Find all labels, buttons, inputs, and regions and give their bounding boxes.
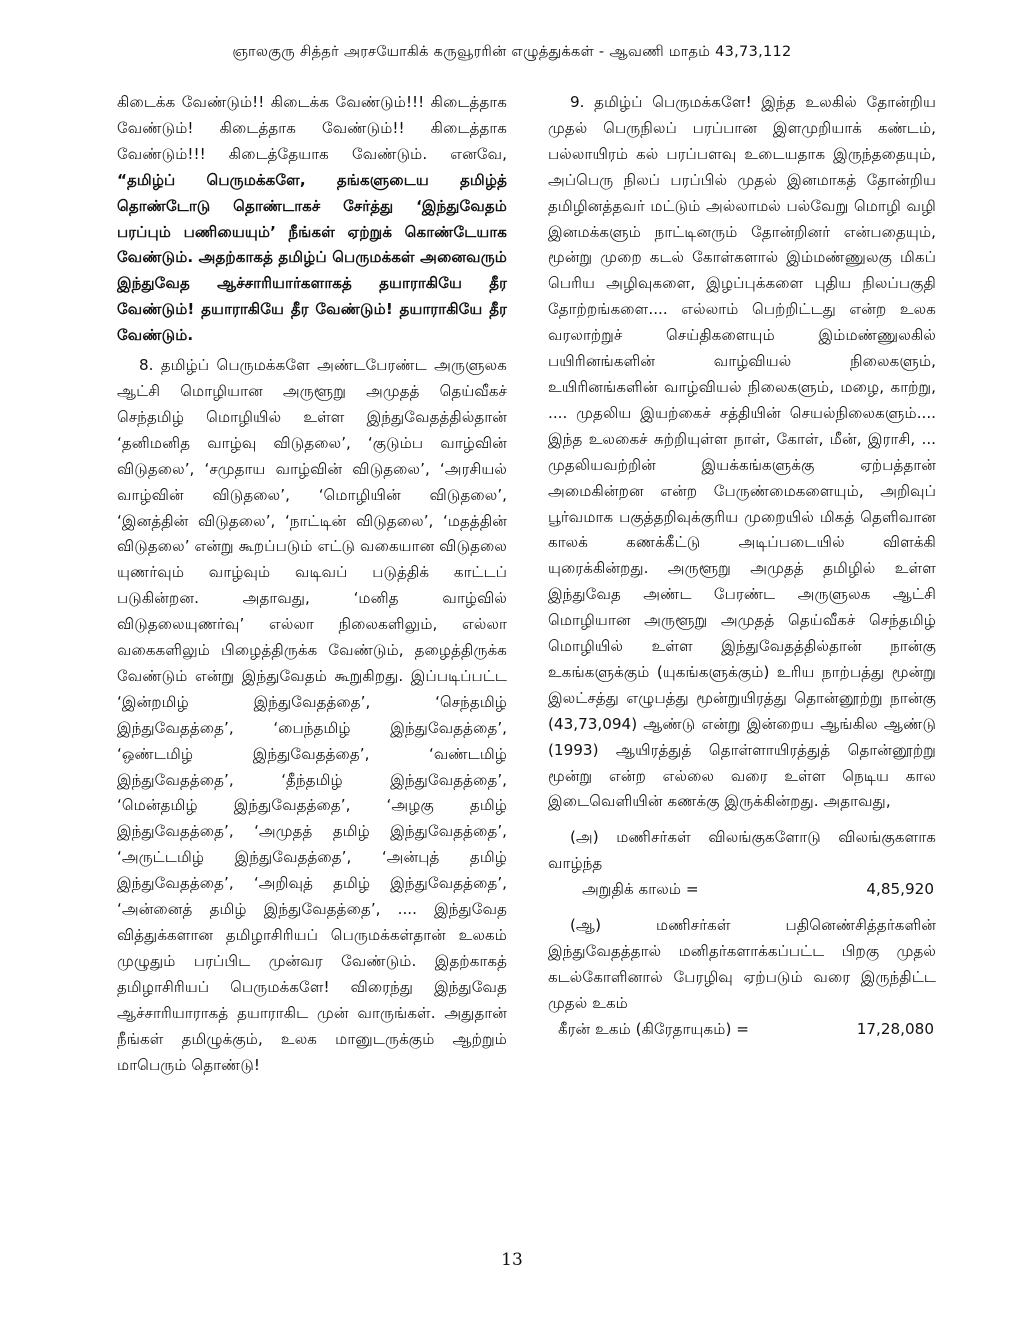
- item-aa-row: [548, 1017, 936, 1043]
- item-aa-value: 17,28,080: [856, 1019, 934, 1038]
- page-number: 13: [501, 1250, 523, 1270]
- running-header: ஞாலகுரு சித்தர் அரசயோகிக் கருவூரரின் எழுத்துக்கள் - ஆவணி மாதம் 43,73,112: [232, 44, 792, 60]
- paragraph-demand-bold: “தமிழ்ப் பெருமக்களே, தங்களுடைய தமிழ்த் தொண்டோடு தொண்டாகச் சேர்த்து ‘இந்துவேதம் பரப்பும் பணியையும்’ நீங்கள் ஏற்றுக் கொண்டேயாக வேண்டும். அதற்காகத் தமிழ்ப் பெருமக்கள் அனைவரும் இந்துவேத ஆச்சாரியார்களாகத் தயாராகியே தீர வேண்டும்! தயாராகியே தீர வேண்டும்! தயாராகியே தீர வேண்டும்.: [117, 170, 507, 345]
- item-a-term: அறுதிக் காலம் =: [582, 880, 699, 899]
- item-a-row: [548, 877, 936, 903]
- item-a-value: 4,85,920: [866, 880, 934, 899]
- paragraph-9: 9. தமிழ்ப் பெருமக்களே! இந்த உலகில் தோன்றிய முதல் பெருநிலப் பரப்பான இளமுறியாக் கண்டம், பல்லாயிரம் கல் பரப்பளவு உடையதாக இருந்ததையும், அப்பெரு நிலப் பரப்பில் முதல் இனமாகத் தோன்றிய தமிழினத்தவர் மட்டும் அல்லாமல் பல்வேறு மொழி வழி இனமக்களும் நாட்டினரும் தோன்றினர் என்பதையும், மூன்று முறை கடல் கோள்களால் இம்மண்ணுலகு மிகப் பெரிய அழிவுகளை, இழப்புக்களை புதிய நிலப்பகுதி தோற்றங்களை.... எல்லாம் பெற்றிட்டது என்ற உலக வரலாற்றுச் செய்திகளையும் இம்மண்ணுலகில் பயிரினங்களின் வாழ்வியல் நிலைகளும், உயிரினங்களின் வாழ்வியல் நிலைகளும், மழை, காற்று, .... முதலிய இயற்கைச் சத்தியின் செயல்நிலைகளும்.... இந்த உலகைச் சுற்றியுள்ள நாள், கோள், மீன், இராசி, ... முதலியவற்றின் இயக்கங்களுக்கு ஏற்பத்தான் அமைகின்றன என்ற பேருண்மைகளையும், அறிவுப் பூர்வமாக பகுத்தறிவுக்குரிய முறையில் மிகத் தெளிவான காலக் கணக்கீட்டு அடிப்படையில் விளக்கி யுரைக்கின்றது. அருளூறு அமுதத் தமிழில் உள்ள இந்துவேத அண்ட பேரண்ட அருளுலக ஆட்சி மொழியான அருளூறு அமுதத் தெய்வீகச் செந்தமிழ் மொழியில் உள்ள இந்துவேதத்தில்தான் நான்கு உகங்களுக்கும் (யுகங்களுக்கும்) உரிய நாற்பத்து மூன்று இலட்சத்து எழுபத்து மூன்றுயிரத்து தொன்னூற்று நான்கு (43,73,094) ஆண்டு என்று இன்றைய ஆங்கில ஆண்டு (1993) ஆயிரத்துத் தொள்ளாயிரத்துத் தொன்னூற்று மூன்று என்ற எல்லை வரை உள்ள நெடிய கால இடைவெளியின் கணக்கு இருக்கின்றது. அதாவது,: [548, 93, 936, 811]
- paragraph-demand: [117, 90, 507, 349]
- left-column: [117, 90, 507, 1078]
- paragraph-demand-normal: கிடைக்க வேண்டும்!! கிடைக்க வேண்டும்!!! கிடைத்தாக வேண்டும்! கிடைத்தாக வேண்டும்!! கிடைத்தாக வேண்டும்!!! கிடைத்தேயாக வேண்டும். எனவே,: [117, 93, 507, 163]
- item-a-label: (அ) மணிசர்கள் விலங்குகளோடு விலங்குகளாக வாழ்ந்த: [548, 828, 936, 873]
- item-aa-label: (ஆ) மணிசர்கள் பதினெண்சித்தர்களின் இந்துவேதத்தால் மனிதர்களாக்கப்பட்ட பிறகு முதல் கடல்கோளினால் பேரழிவு ஏற்படும் வரை இருந்திட்ட முதல் உகம்: [548, 916, 936, 1012]
- item-aa-term: கீரன் உகம் (கிரேதாயுகம்) =: [558, 1019, 749, 1038]
- paragraph-8: 8. தமிழ்ப் பெருமக்களே அண்டபேரண்ட அருளுலக ஆட்சி மொழியான அருளூறு அமுதத் தெய்வீகச் செந்தமிழ் மொழியில் உள்ள இந்துவேதத்தில்தான் ‘தனிமனித வாழ்வு விடுதலை’, ‘குடும்ப வாழ்வின் விடுதலை’, ‘சமுதாய வாழ்வின் விடுதலை’, ‘அரசியல் வாழ்வின் விடுதலை’, ‘மொழியின் விடுதலை’, ‘இனத்தின் விடுதலை’, ‘நாட்டின் விடுதலை’, ‘மதத்தின் விடுதலை’ என்று கூறப்படும் எட்டு வகையான விடுதலை யுணர்வும் வாழ்வும் வடிவப் படுத்திக் காட்டப் படுகின்றன. அதாவது, ‘மனித வாழ்வில் விடுதலையுணர்வு’ எல்லா நிலைகளிலும், எல்லா வகைகளிலும் பிழைத்திருக்க வேண்டும், தழைத்திருக்க வேண்டும் என்று இந்துவேதம் கூறுகிறது. இப்படிப்பட்ட ‘இன்றமிழ் இந்துவேதத்தை’, ‘செந்தமிழ் இந்துவேதத்தை’, ‘பைந்தமிழ் இந்துவேதத்தை’, ‘ஒண்டமிழ் இந்துவேதத்தை’, ‘வண்டமிழ் இந்துவேதத்தை’, ‘தீந்தமிழ் இந்துவேதத்தை’, ‘மென்தமிழ் இந்துவேதத்தை’, ‘அழகு தமிழ் இந்துவேதத்தை’, ‘அமுதத் தமிழ் இந்துவேதத்தை’, ‘அருட்டமிழ் இந்துவேதத்தை’, ‘அன்புத் தமிழ் இந்துவேதத்தை’, ‘அறிவுத் தமிழ் இந்துவேதத்தை’, ‘அன்னைத் தமிழ் இந்துவேதத்தை’, .... இந்துவேத வித்துக்களான தமிழாசிரியப் பெருமக்கள்தான் உலகம் முழுதும் பரப்பிட முன்வர வேண்டும். இதற்காகத் தமிழாசிரியப் பெருமக்களே! விரைந்து இந்துவேத ஆச்சாரியாராகத் தயாராகிட முன் வாருங்கள். அதுதான் நீங்கள் தமிழுக்கும், உலக மானுடருக்கும் ஆற்றும் மாபெரும் தொண்டு!: [117, 356, 507, 1074]
- right-column: [548, 90, 936, 1043]
